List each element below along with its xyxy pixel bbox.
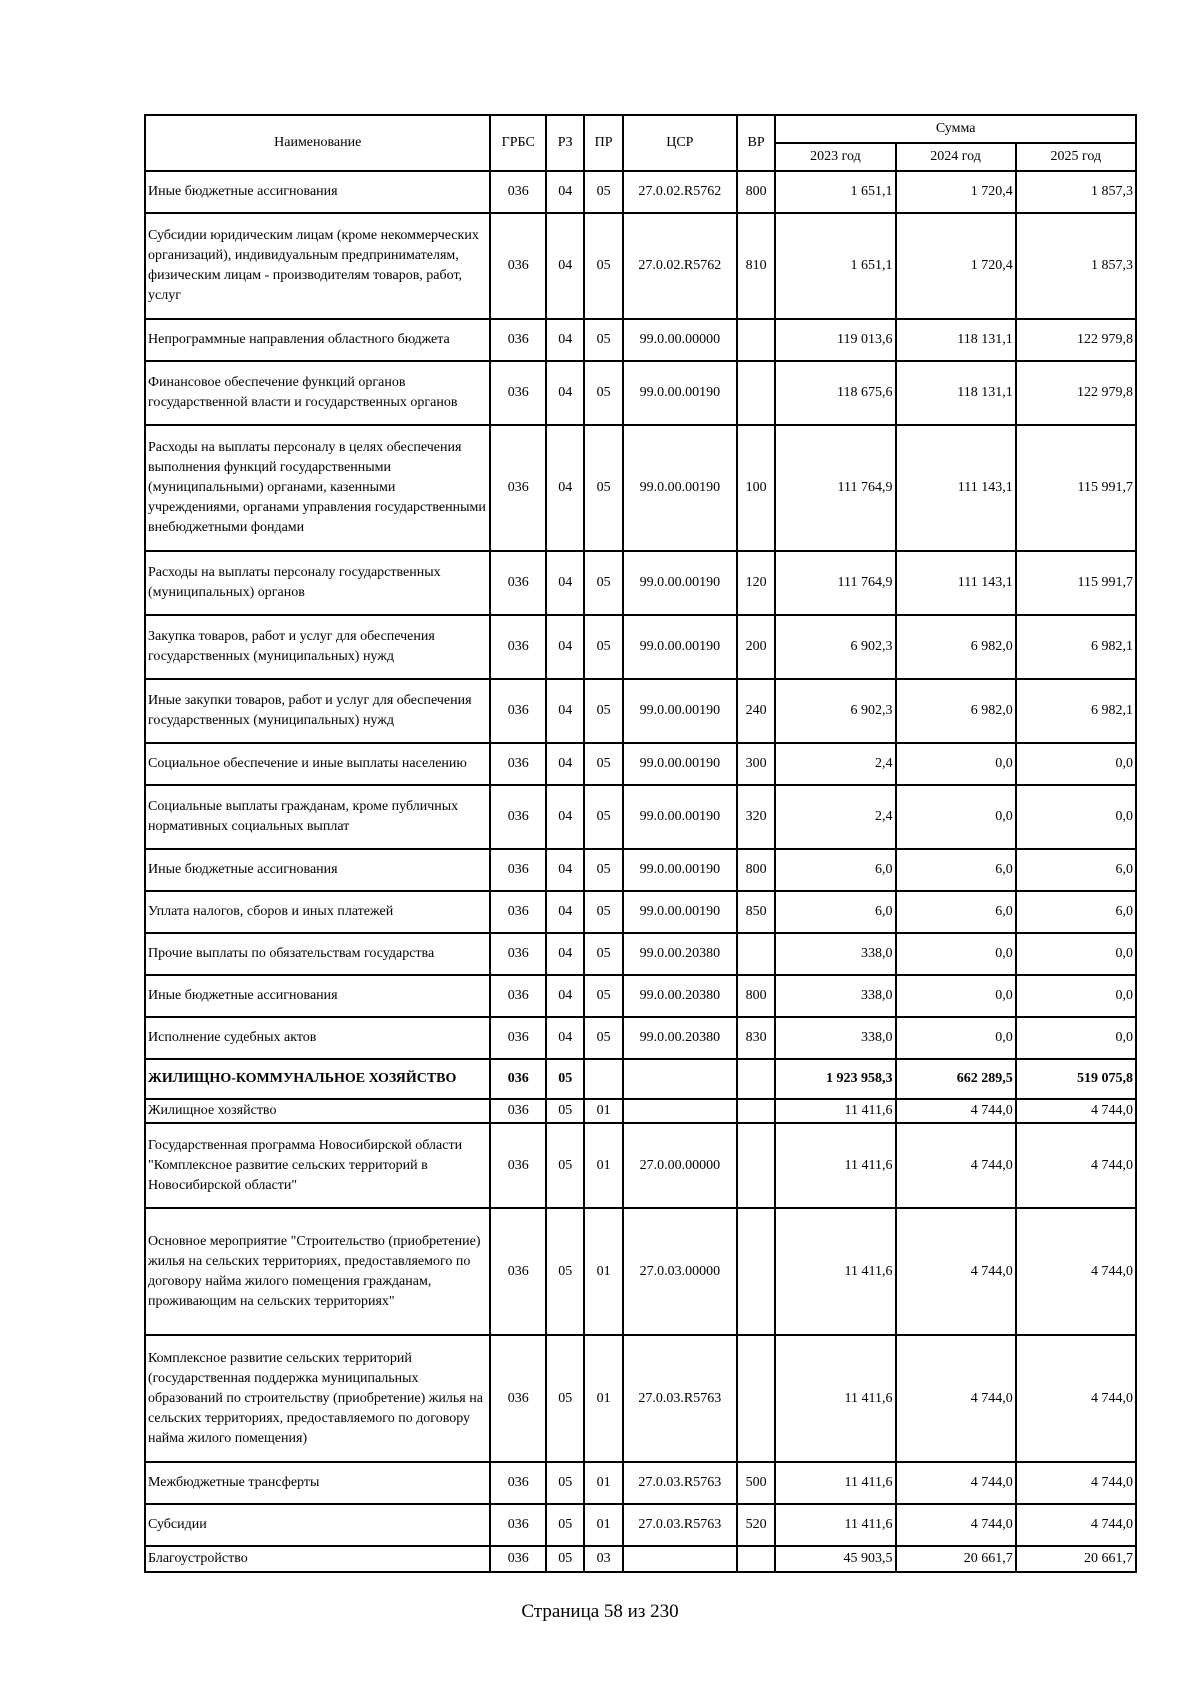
table-row	[145, 1123, 1136, 1208]
row-grbs: 036	[490, 1504, 546, 1546]
row-rz: 05	[546, 1462, 584, 1504]
row-csr: 27.0.03.00000	[623, 1208, 737, 1335]
row-vr: 200	[737, 615, 775, 679]
row-sum-2023: 2,4	[775, 785, 895, 849]
row-sum-2025: 0,0	[1016, 785, 1136, 849]
row-vr: 500	[737, 1462, 775, 1504]
row-pr: 05	[584, 849, 622, 891]
row-name: Комплексное развитие сельских территорий (государственная поддержка муниципальных образований по строительству (приобретение) жилья на сельских территориях, предоставляемого по договору найма жилого помещения)	[145, 1335, 490, 1462]
row-sum-2025: 4 744,0	[1016, 1462, 1136, 1504]
row-name: Финансовое обеспечение функций органов государственной власти и государственных органов	[145, 361, 490, 425]
table-row-section	[145, 1059, 1136, 1099]
row-name: Межбюджетные трансферты	[145, 1462, 490, 1504]
header-2024: 2024 год	[896, 143, 1016, 171]
row-pr: 05	[584, 551, 622, 615]
row-name: Субсидии	[145, 1504, 490, 1546]
row-grbs: 036	[490, 743, 546, 785]
row-rz: 05	[546, 1123, 584, 1208]
row-name: Благоустройство	[145, 1546, 490, 1572]
row-sum-2025: 0,0	[1016, 1017, 1136, 1059]
header-name: Наименование	[145, 115, 490, 171]
table-row	[145, 785, 1136, 849]
row-sum-2023: 11 411,6	[775, 1504, 895, 1546]
table-row	[145, 361, 1136, 425]
row-vr	[737, 319, 775, 361]
row-grbs: 036	[490, 849, 546, 891]
row-rz: 05	[546, 1546, 584, 1572]
row-rz: 04	[546, 679, 584, 743]
table-row	[145, 1208, 1136, 1335]
row-sum-2025: 4 744,0	[1016, 1099, 1136, 1123]
row-sum-2025: 6,0	[1016, 849, 1136, 891]
row-sum-2024: 0,0	[896, 743, 1016, 785]
row-sum-2023: 111 764,9	[775, 425, 895, 551]
row-sum-2023: 11 411,6	[775, 1208, 895, 1335]
row-pr: 03	[584, 1546, 622, 1572]
row-name: Иные бюджетные ассигнования	[145, 849, 490, 891]
table-row	[145, 891, 1136, 933]
row-rz: 04	[546, 171, 584, 213]
row-rz: 04	[546, 425, 584, 551]
row-name: Субсидии юридическим лицам (кроме некоммерческих организаций), индивидуальным предпринимателям, физическим лицам - производителям товаров, работ, услуг	[145, 213, 490, 319]
row-sum-2023: 11 411,6	[775, 1462, 895, 1504]
row-grbs: 036	[490, 1208, 546, 1335]
row-sum-2023: 118 675,6	[775, 361, 895, 425]
row-vr: 320	[737, 785, 775, 849]
row-sum-2025: 115 991,7	[1016, 425, 1136, 551]
row-vr: 240	[737, 679, 775, 743]
table-row	[145, 849, 1136, 891]
row-sum-2023: 111 764,9	[775, 551, 895, 615]
row-vr: 800	[737, 975, 775, 1017]
row-grbs: 036	[490, 171, 546, 213]
row-sum-2023: 119 013,6	[775, 319, 895, 361]
row-grbs: 036	[490, 1059, 546, 1099]
row-rz: 04	[546, 361, 584, 425]
row-pr: 01	[584, 1208, 622, 1335]
row-sum-2025: 0,0	[1016, 743, 1136, 785]
table-row	[145, 319, 1136, 361]
row-grbs: 036	[490, 891, 546, 933]
row-pr: 05	[584, 319, 622, 361]
row-name: Непрограммные направления областного бюджета	[145, 319, 490, 361]
page-number: Страница 58 из 230	[521, 1601, 679, 1622]
header-grbs: ГРБС	[490, 115, 546, 171]
row-sum-2025: 6 982,1	[1016, 679, 1136, 743]
row-sum-2025: 0,0	[1016, 975, 1136, 1017]
row-pr: 05	[584, 213, 622, 319]
row-csr: 27.0.03.R5763	[623, 1335, 737, 1462]
table-row	[145, 171, 1136, 213]
row-csr: 99.0.00.00190	[623, 743, 737, 785]
row-csr: 99.0.00.20380	[623, 1017, 737, 1059]
row-vr: 800	[737, 849, 775, 891]
row-sum-2024: 1 720,4	[896, 171, 1016, 213]
row-vr: 800	[737, 171, 775, 213]
row-vr	[737, 1335, 775, 1462]
row-rz: 04	[546, 849, 584, 891]
table-row	[145, 425, 1136, 551]
row-sum-2024: 118 131,1	[896, 361, 1016, 425]
row-vr	[737, 361, 775, 425]
row-csr: 99.0.00.00190	[623, 849, 737, 891]
row-csr: 27.0.03.R5763	[623, 1504, 737, 1546]
table-row	[145, 1099, 1136, 1123]
row-rz: 05	[546, 1335, 584, 1462]
table-row	[145, 975, 1136, 1017]
row-sum-2024: 4 744,0	[896, 1099, 1016, 1123]
row-csr: 27.0.02.R5762	[623, 213, 737, 319]
header-rz: РЗ	[546, 115, 584, 171]
row-rz: 04	[546, 1017, 584, 1059]
row-sum-2024: 6 982,0	[896, 615, 1016, 679]
row-grbs: 036	[490, 1462, 546, 1504]
row-sum-2024: 0,0	[896, 933, 1016, 975]
row-sum-2025: 122 979,8	[1016, 319, 1136, 361]
row-sum-2023: 45 903,5	[775, 1546, 895, 1572]
row-csr: 99.0.00.00190	[623, 891, 737, 933]
row-pr: 05	[584, 615, 622, 679]
row-sum-2024: 4 744,0	[896, 1504, 1016, 1546]
row-csr: 27.0.00.00000	[623, 1123, 737, 1208]
row-name: Социальное обеспечение и иные выплаты населению	[145, 743, 490, 785]
row-sum-2023: 11 411,6	[775, 1335, 895, 1462]
header-csr: ЦСР	[623, 115, 737, 171]
row-rz: 05	[546, 1208, 584, 1335]
table-row	[145, 551, 1136, 615]
row-name: Прочие выплаты по обязательствам государства	[145, 933, 490, 975]
table-row	[145, 1504, 1136, 1546]
row-sum-2024: 1 720,4	[896, 213, 1016, 319]
row-pr: 05	[584, 785, 622, 849]
row-vr	[737, 933, 775, 975]
row-pr	[584, 1059, 622, 1099]
row-pr: 05	[584, 361, 622, 425]
row-sum-2024: 662 289,5	[896, 1059, 1016, 1099]
row-sum-2023: 11 411,6	[775, 1099, 895, 1123]
row-sum-2023: 6 902,3	[775, 679, 895, 743]
row-csr: 27.0.03.R5763	[623, 1462, 737, 1504]
row-pr: 05	[584, 891, 622, 933]
row-csr: 99.0.00.00190	[623, 551, 737, 615]
row-grbs: 036	[490, 551, 546, 615]
row-grbs: 036	[490, 785, 546, 849]
row-sum-2024: 4 744,0	[896, 1123, 1016, 1208]
table-row	[145, 1017, 1136, 1059]
row-sum-2024: 0,0	[896, 1017, 1016, 1059]
row-pr: 01	[584, 1099, 622, 1123]
row-sum-2024: 6,0	[896, 849, 1016, 891]
row-sum-2025: 20 661,7	[1016, 1546, 1136, 1572]
row-sum-2023: 2,4	[775, 743, 895, 785]
row-sum-2024: 0,0	[896, 975, 1016, 1017]
row-sum-2023: 1 651,1	[775, 171, 895, 213]
table-row	[145, 213, 1136, 319]
row-rz: 05	[546, 1059, 584, 1099]
row-vr	[737, 1099, 775, 1123]
table-row	[145, 1335, 1136, 1462]
row-sum-2024: 6,0	[896, 891, 1016, 933]
row-csr: 99.0.00.20380	[623, 975, 737, 1017]
row-name: Жилищное хозяйство	[145, 1099, 490, 1123]
row-sum-2024: 111 143,1	[896, 425, 1016, 551]
row-csr	[623, 1546, 737, 1572]
row-vr: 120	[737, 551, 775, 615]
row-name: Расходы на выплаты персоналу в целях обеспечения выполнения функций государственными (муниципальными) органами, казенными учреждениями, органами управления государственными внебюджетными фондами	[145, 425, 490, 551]
row-sum-2023: 338,0	[775, 975, 895, 1017]
row-pr: 05	[584, 679, 622, 743]
row-csr	[623, 1099, 737, 1123]
row-grbs: 036	[490, 319, 546, 361]
row-vr: 850	[737, 891, 775, 933]
row-sum-2023: 1 923 958,3	[775, 1059, 895, 1099]
row-name: Иные закупки товаров, работ и услуг для обеспечения государственных (муниципальных) нужд	[145, 679, 490, 743]
row-name: Социальные выплаты гражданам, кроме публичных нормативных социальных выплат	[145, 785, 490, 849]
row-vr	[737, 1208, 775, 1335]
header-2023: 2023 год	[775, 143, 895, 171]
row-vr: 300	[737, 743, 775, 785]
row-sum-2025: 0,0	[1016, 933, 1136, 975]
row-sum-2025: 519 075,8	[1016, 1059, 1136, 1099]
section-name: ЖИЛИЩНО-КОММУНАЛЬНОЕ ХОЗЯЙСТВО	[145, 1059, 490, 1099]
row-grbs: 036	[490, 1123, 546, 1208]
row-name: Уплата налогов, сборов и иных платежей	[145, 891, 490, 933]
row-grbs: 036	[490, 615, 546, 679]
row-csr: 99.0.00.00000	[623, 319, 737, 361]
row-sum-2024: 4 744,0	[896, 1335, 1016, 1462]
row-vr	[737, 1546, 775, 1572]
row-pr: 01	[584, 1335, 622, 1462]
row-rz: 04	[546, 213, 584, 319]
row-rz: 04	[546, 615, 584, 679]
row-rz: 04	[546, 551, 584, 615]
row-pr: 05	[584, 425, 622, 551]
row-pr: 05	[584, 975, 622, 1017]
row-sum-2024: 111 143,1	[896, 551, 1016, 615]
row-sum-2025: 6,0	[1016, 891, 1136, 933]
row-name: Исполнение судебных актов	[145, 1017, 490, 1059]
row-pr: 05	[584, 171, 622, 213]
row-grbs: 036	[490, 425, 546, 551]
row-grbs: 036	[490, 1099, 546, 1123]
row-grbs: 036	[490, 361, 546, 425]
row-csr: 99.0.00.00190	[623, 785, 737, 849]
row-rz: 04	[546, 319, 584, 361]
row-rz: 04	[546, 975, 584, 1017]
row-csr: 99.0.00.00190	[623, 425, 737, 551]
row-vr: 520	[737, 1504, 775, 1546]
row-sum-2024: 20 661,7	[896, 1546, 1016, 1572]
row-rz: 04	[546, 891, 584, 933]
row-vr: 810	[737, 213, 775, 319]
table-row	[145, 743, 1136, 785]
row-sum-2023: 338,0	[775, 1017, 895, 1059]
row-csr: 27.0.02.R5762	[623, 171, 737, 213]
table-row	[145, 679, 1136, 743]
row-grbs: 036	[490, 933, 546, 975]
row-name: Иные бюджетные ассигнования	[145, 975, 490, 1017]
row-sum-2023: 6 902,3	[775, 615, 895, 679]
row-sum-2025: 4 744,0	[1016, 1335, 1136, 1462]
row-name: Расходы на выплаты персоналу государственных (муниципальных) органов	[145, 551, 490, 615]
row-sum-2025: 4 744,0	[1016, 1123, 1136, 1208]
header-sum: Сумма	[775, 115, 1136, 143]
row-grbs: 036	[490, 679, 546, 743]
row-grbs: 036	[490, 975, 546, 1017]
row-sum-2023: 1 651,1	[775, 213, 895, 319]
row-pr: 05	[584, 1017, 622, 1059]
row-pr: 05	[584, 743, 622, 785]
row-sum-2023: 6,0	[775, 849, 895, 891]
row-sum-2025: 115 991,7	[1016, 551, 1136, 615]
row-vr: 100	[737, 425, 775, 551]
row-grbs: 036	[490, 1017, 546, 1059]
row-grbs: 036	[490, 1335, 546, 1462]
row-sum-2025: 1 857,3	[1016, 171, 1136, 213]
row-sum-2024: 118 131,1	[896, 319, 1016, 361]
row-rz: 04	[546, 785, 584, 849]
row-sum-2025: 4 744,0	[1016, 1504, 1136, 1546]
row-pr: 05	[584, 933, 622, 975]
row-sum-2023: 6,0	[775, 891, 895, 933]
table-row	[145, 615, 1136, 679]
row-csr: 99.0.00.00190	[623, 615, 737, 679]
row-sum-2023: 11 411,6	[775, 1123, 895, 1208]
row-sum-2023: 338,0	[775, 933, 895, 975]
table-row	[145, 1462, 1136, 1504]
budget-table	[144, 114, 1137, 1573]
row-sum-2025: 122 979,8	[1016, 361, 1136, 425]
row-rz: 05	[546, 1504, 584, 1546]
header-vr: ВР	[737, 115, 775, 171]
row-pr: 01	[584, 1462, 622, 1504]
row-vr: 830	[737, 1017, 775, 1059]
row-sum-2025: 1 857,3	[1016, 213, 1136, 319]
row-pr: 01	[584, 1123, 622, 1208]
table-body	[145, 171, 1136, 1572]
row-sum-2024: 0,0	[896, 785, 1016, 849]
row-vr	[737, 1059, 775, 1099]
header-2025: 2025 год	[1016, 143, 1136, 171]
row-sum-2025: 4 744,0	[1016, 1208, 1136, 1335]
header-pr: ПР	[584, 115, 622, 171]
row-csr: 99.0.00.00190	[623, 679, 737, 743]
row-csr	[623, 1059, 737, 1099]
row-rz: 04	[546, 933, 584, 975]
row-name: Иные бюджетные ассигнования	[145, 171, 490, 213]
row-pr: 01	[584, 1504, 622, 1546]
row-sum-2024: 4 744,0	[896, 1208, 1016, 1335]
row-grbs: 036	[490, 1546, 546, 1572]
table-row	[145, 1546, 1136, 1572]
row-sum-2024: 6 982,0	[896, 679, 1016, 743]
row-sum-2025: 6 982,1	[1016, 615, 1136, 679]
row-grbs: 036	[490, 213, 546, 319]
row-csr: 99.0.00.20380	[623, 933, 737, 975]
row-csr: 99.0.00.00190	[623, 361, 737, 425]
row-sum-2024: 4 744,0	[896, 1462, 1016, 1504]
row-name: Основное мероприятие "Строительство (приобретение) жилья на сельских территориях, предоставляемого по договору найма жилого помещения гражданам, проживающим на сельских территориях"	[145, 1208, 490, 1335]
row-vr	[737, 1123, 775, 1208]
row-name: Закупка товаров, работ и услуг для обеспечения государственных (муниципальных) нужд	[145, 615, 490, 679]
row-name: Государственная программа Новосибирской области "Комплексное развитие сельских территорий в Новосибирской области"	[145, 1123, 490, 1208]
row-rz: 04	[546, 743, 584, 785]
table-row	[145, 933, 1136, 975]
row-rz: 05	[546, 1099, 584, 1123]
